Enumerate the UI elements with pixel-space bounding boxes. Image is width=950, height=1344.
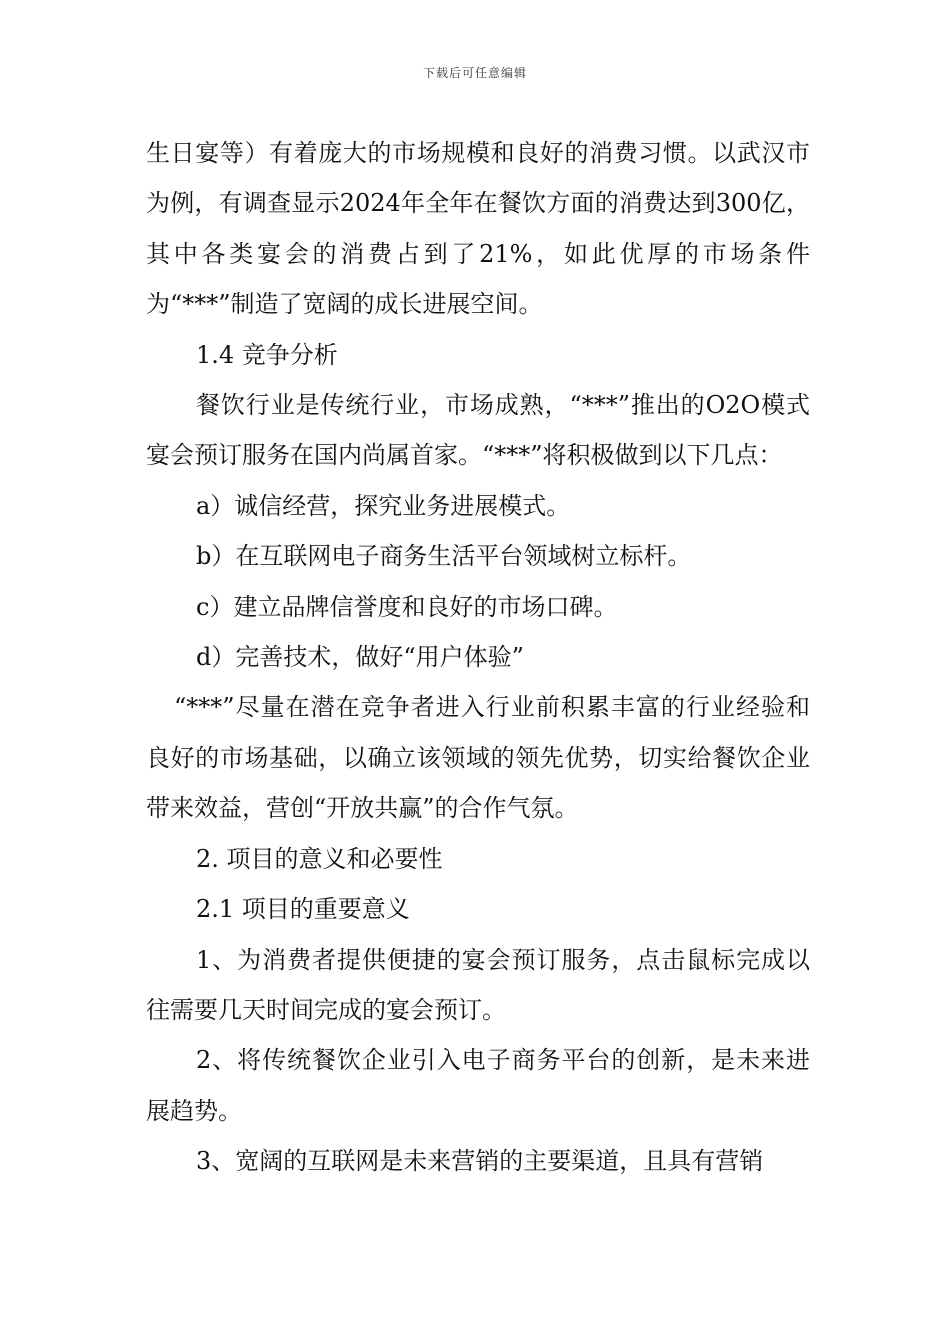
list-item-c: c）建立品牌信誉度和良好的市场口碑。 <box>196 592 618 621</box>
heading-project-significance: 2. 项目的意义和必要性 <box>196 844 443 873</box>
paragraph-point-2: 2、将传统餐饮企业引入电子商务平台的创新，是未来进展趋势。 <box>146 1046 810 1125</box>
heading-competition-analysis: 1.4 竞争分析 <box>196 340 338 369</box>
paragraph-point-1: 1、为消费者提供便捷的宴会预订服务，点击鼠标完成以往需要几天时间完成的宴会预订。 <box>146 945 810 1024</box>
list-item-d: d）完善技术，做好“用户体验” <box>196 643 524 672</box>
heading-project-importance: 2.1 项目的重要意义 <box>196 895 410 924</box>
paragraph-point-3: 3、宽阔的互联网是未来营销的主要渠道，且具有营销 <box>196 1147 764 1176</box>
paragraph-competition: 餐饮行业是传统行业，市场成熟，“***”推出的O2O模式宴会预订服务在国内尚属首家。“***”将积极做到以下几点： <box>146 391 810 470</box>
list-item-a: a）诚信经营，探究业务进展模式。 <box>196 491 571 520</box>
paragraph-advantage: “***”尽量在潜在竞争者进入行业前积累丰富的行业经验和良好的市场基础，以确立该领域的领先优势，切实给餐饮企业带来效益，营创“开放共赢”的合作气氛。 <box>146 693 810 823</box>
paragraph-market-scale: 生日宴等）有着庞大的市场规模和良好的消费习惯。以武汉市为例，有调查显示2024年全年在餐饮方面的消费达到300亿，其中各类宴会的消费占到了21%，如此优厚的市场条件为“***”制造了宽阔的成长进展空间。 <box>146 139 810 319</box>
list-item-b: b）在互联网电子商务生活平台领域树立标杆。 <box>196 542 692 571</box>
document-body <box>146 128 810 1187</box>
page-header-note: 下载后可任意编辑 <box>422 66 527 80</box>
